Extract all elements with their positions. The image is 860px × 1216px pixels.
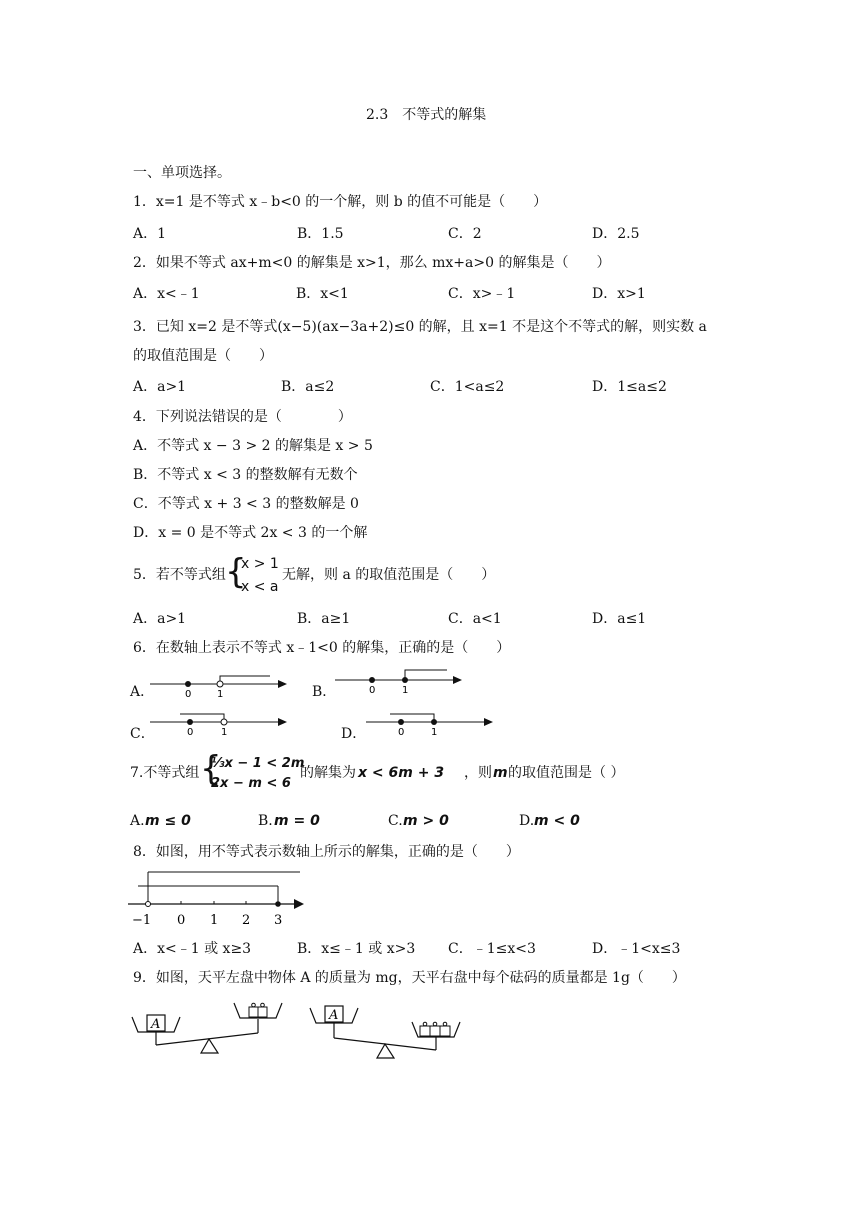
question-3-cont: 的取值范围是（ ）: [133, 348, 273, 364]
q1-option-d: D．2.5: [592, 226, 640, 242]
q2-option-c: C．x>﹣1: [448, 286, 516, 302]
question-5-prefix: 5．若不等式组: [133, 567, 226, 583]
q6a-tick-1: 1: [217, 689, 224, 700]
q6-number-line-d: [366, 710, 506, 740]
q7-system-line-1: ⅓x − 1 < 2m: [211, 756, 305, 771]
q1-option-b: B．1.5: [297, 226, 344, 242]
q8-option-a: A．x<﹣1 或 x≥3: [133, 941, 252, 957]
q2-option-a: A．x<﹣1: [133, 286, 200, 302]
q6b-tick-0: 0: [369, 685, 376, 696]
q9-right-label: A: [329, 1008, 339, 1023]
q6d-tick-0: 0: [398, 727, 405, 738]
q5-system-line-1: x > 1: [241, 556, 279, 572]
q7-brace: {: [200, 749, 222, 789]
q7-m: m: [493, 765, 508, 781]
q2-option-d: D．x>1: [592, 286, 646, 302]
q7-option-b: m = 0: [274, 813, 320, 829]
q7-system-line-2: 2x − m < 6: [211, 776, 291, 791]
q5-option-d: D．a≤1: [592, 611, 647, 627]
q6c-tick-1: 1: [221, 727, 228, 738]
section-heading: 一、单项选择。: [133, 165, 231, 181]
question-7-suffix2: 的取值范围是（ ）: [508, 765, 625, 781]
page-title: 2.3 不等式的解集: [366, 107, 487, 123]
q5-option-a: A．a>1: [133, 611, 187, 627]
q7-option-b-label: B.: [258, 813, 273, 829]
q7-option-d: m < 0: [534, 813, 580, 829]
question-4: 4．下列说法错误的是（ ）: [133, 409, 352, 425]
q4-option-d: D．x = 0 是不等式 2x < 3 的一个解: [133, 525, 368, 541]
q4-option-c: C．不等式 x + 3 < 3 的整数解是 0: [133, 496, 359, 512]
q9-balance-right: [308, 1000, 488, 1070]
question-3: 3．已知 x=2 是不等式(x−5)(ax−3a+2)≤0 的解，且 x=1 不是这个不等式的解，则实数 a: [133, 319, 707, 335]
q8-tick-neg1: −1: [132, 913, 152, 928]
question-7-suffix: ，则: [464, 765, 492, 781]
q7-option-d-label: D.: [519, 813, 535, 829]
q8-option-c: C．﹣1≤x<3: [448, 941, 536, 957]
q2-option-b: B．x<1: [296, 286, 349, 302]
q4-option-a: A．不等式 x − 3 > 2 的解集是 x > 5: [133, 438, 373, 454]
q1-option-c: C．2: [448, 226, 482, 242]
q3-option-d: D．1≤a≤2: [592, 379, 667, 395]
q5-system-line-2: x < a: [241, 579, 279, 595]
question-6: 6．在数轴上表示不等式 x﹣1<0 的解集，正确的是（ ）: [133, 640, 511, 656]
q5-brace: {: [225, 552, 247, 592]
q9-left-label: A: [151, 1017, 161, 1032]
q6d-tick-1: 1: [431, 727, 438, 738]
q8-tick-1: 1: [210, 913, 219, 928]
q8-tick-3: 3: [274, 913, 283, 928]
q6-option-a: A．: [130, 684, 155, 700]
q3-option-a: A．a>1: [133, 379, 187, 395]
q9-balance-left: [130, 995, 310, 1065]
q8-tick-0: 0: [177, 913, 186, 928]
q5-option-c: C．a<1: [448, 611, 502, 627]
q6-number-line-a: [150, 672, 290, 702]
q7-solution: x < 6m + 3: [358, 765, 445, 781]
q6-number-line-c: [150, 710, 290, 740]
q6-option-d: D．: [341, 726, 367, 742]
question-8: 8．如图，用不等式表示数轴上所示的解集，正确的是（ ）: [133, 844, 520, 860]
q6b-tick-1: 1: [402, 685, 409, 696]
q6a-tick-0: 0: [185, 689, 192, 700]
q8-option-d: D．﹣1<x≤3: [592, 941, 681, 957]
q3-option-b: B．a≤2: [281, 379, 335, 395]
q7-option-c-label: C.: [388, 813, 403, 829]
q6-option-c: C．: [130, 726, 155, 742]
question-7-prefix: 7.不等式组: [130, 765, 200, 781]
question-5-suffix: 无解，则 a 的取值范围是（ ）: [282, 567, 496, 583]
question-7-mid: 的解集为: [300, 765, 356, 781]
q6c-tick-0: 0: [187, 727, 194, 738]
q3-option-c: C．1<a≤2: [430, 379, 505, 395]
q5-option-b: B．a≥1: [297, 611, 351, 627]
q8-number-line: [128, 868, 308, 928]
q6-number-line-b: [335, 668, 475, 698]
q1-option-a: A．1: [133, 226, 167, 242]
q8-option-b: B．x≤﹣1 或 x>3: [297, 941, 416, 957]
q6-option-b: B．: [312, 684, 337, 700]
question-1: 1．x=1 是不等式 x﹣b<0 的一个解，则 b 的值不可能是（ ）: [133, 194, 548, 210]
q7-option-a-label: A.: [130, 813, 145, 829]
q4-option-b: B．不等式 x < 3 的整数解有无数个: [133, 467, 358, 483]
q7-option-a: m ≤ 0: [145, 813, 191, 829]
question-2: 2．如果不等式 ax+m<0 的解集是 x>1，那么 mx+a>0 的解集是（ ）: [133, 255, 611, 271]
q7-option-c: m > 0: [403, 813, 449, 829]
question-9: 9．如图，天平左盘中物体 A 的质量为 mg，天平右盘中每个砝码的质量都是 1g（ ）: [133, 970, 686, 986]
q8-tick-2: 2: [242, 913, 251, 928]
